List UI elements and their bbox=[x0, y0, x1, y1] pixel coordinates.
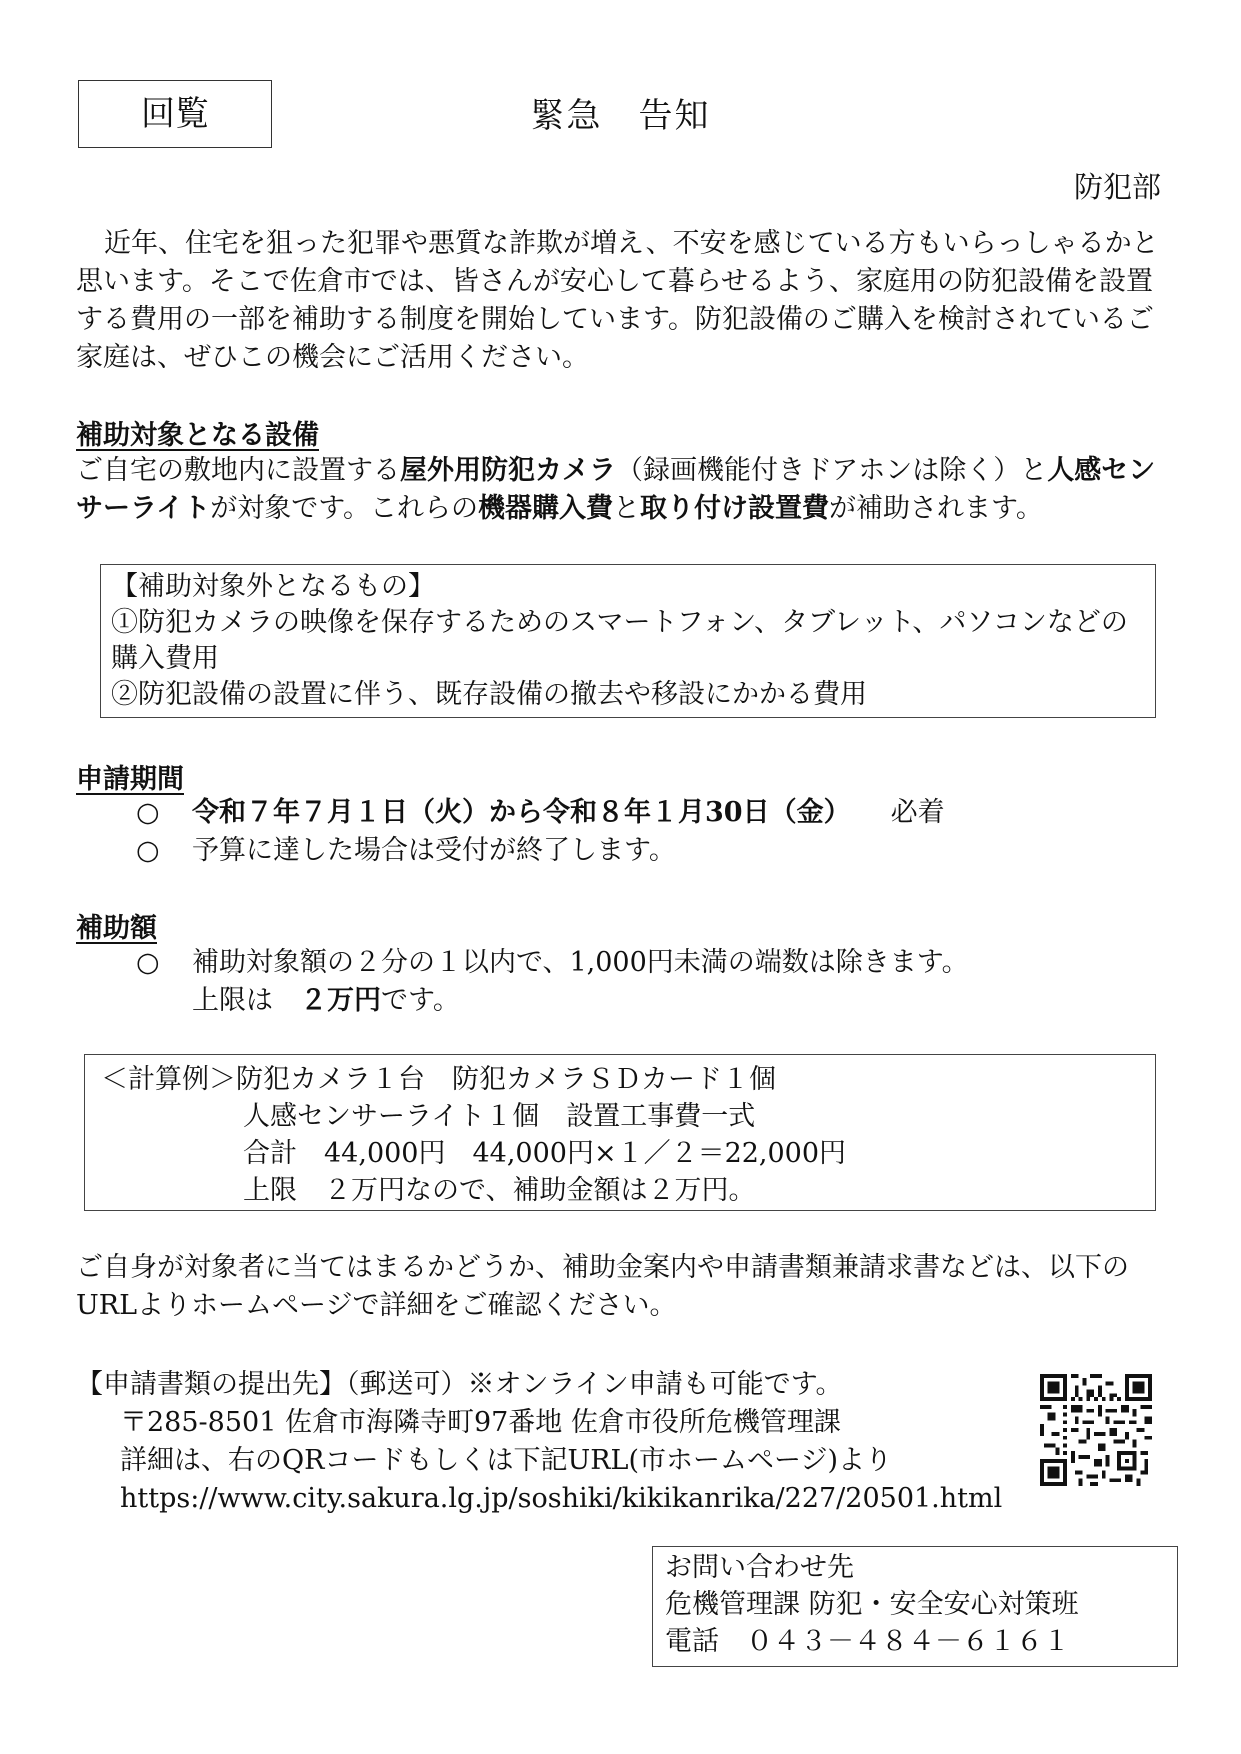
amount-heading: 補助額 bbox=[76, 913, 157, 944]
circulation-label: 回覧 bbox=[78, 80, 272, 148]
calc-line: ＜計算例＞防犯カメラ１台 防犯カメラＳＤカード１個 bbox=[101, 1064, 776, 1095]
submission-address: 〒285-8501 佐倉市海隣寺町97番地 佐倉市役所危機管理課 bbox=[120, 1407, 841, 1438]
excluded-heading: 【補助対象外となるもの】 bbox=[111, 571, 435, 602]
bullet-circle: ○ bbox=[136, 797, 160, 828]
calc-example-box bbox=[84, 1054, 1156, 1211]
equipment-heading: 補助対象となる設備 bbox=[76, 420, 319, 451]
department-name: 防犯部 bbox=[1073, 170, 1161, 204]
bullet-circle: ○ bbox=[136, 947, 160, 978]
period-heading: 申請期間 bbox=[76, 764, 184, 795]
confirm-paragraph: ご自身が対象者に当てはまるかどうか、補助金案内や申請書類兼請求書などは、以下のURLよりホームページで詳細をご確認ください。 bbox=[76, 1252, 1129, 1321]
bullet-circle: ○ bbox=[136, 835, 160, 866]
qr-code-icon[interactable] bbox=[1040, 1374, 1152, 1486]
calc-line: 合計 44,000円 44,000円×１／２＝22,000円 bbox=[243, 1138, 847, 1169]
period-dates: 令和７年７月１日（火）から令和８年１月30日（金） bbox=[192, 797, 851, 828]
calc-line: 上限 ２万円なので、補助金額は２万円。 bbox=[243, 1175, 756, 1206]
excluded-item: ②防犯設備の設置に伴う、既存設備の撤去や移設にかかる費用 bbox=[111, 679, 867, 710]
equipment-paragraph: ご自宅の敷地内に設置する屋外用防犯カメラ（録画機能付きドアホンは除く）と人感センサーライトが対象です。これらの機器購入費と取り付け設置費が補助されます。 bbox=[76, 455, 1156, 524]
calc-line: 人感センサーライト１個 設置工事費一式 bbox=[243, 1101, 756, 1132]
contact-phone: 電話 ０４３－４８４－６１６１ bbox=[665, 1626, 1070, 1657]
submission-details: 詳細は、右のQRコードもしくは下記URL(市ホームページ)より bbox=[120, 1445, 893, 1476]
excluded-item: ①防犯カメラの映像を保存するためのスマートフォン、タブレット、パソコンなどの購入費用 bbox=[111, 607, 1128, 674]
amount-line: 補助対象額の２分の１以内で、1,000円未満の端数は除きます。 bbox=[192, 947, 969, 978]
intro-paragraph: 近年、住宅を狙った犯罪や悪質な詐欺が増え、不安を感じている方もいらっしゃるかと思います。そこで佐倉市では、皆さんが安心して暮らせるよう、家庭用の防犯設備を設置する費用の一部を補助する制度を開始しています。防犯設備のご購入を検討されているご家庭は、ぜひこの機会にご活用ください。 bbox=[76, 228, 1159, 373]
excluded-items-box bbox=[100, 564, 1156, 718]
contact-box bbox=[652, 1546, 1178, 1667]
submission-line: 【申請書類の提出先】（郵送可）※オンライン申請も可能です。 bbox=[76, 1369, 843, 1400]
amount-limit: 上限は ２万円です。 bbox=[192, 985, 460, 1016]
period-arrival: 必着 bbox=[890, 797, 945, 828]
contact-dept: 危機管理課 防犯・安全安心対策班 bbox=[665, 1589, 1079, 1620]
page-title: 緊急 告知 bbox=[530, 96, 711, 136]
contact-title: お問い合わせ先 bbox=[665, 1552, 854, 1583]
period-note: 予算に達した場合は受付が終了します。 bbox=[192, 835, 676, 866]
submission-url[interactable]: https://www.city.sakura.lg.jp/soshiki/kikikanrika/227/20501.html bbox=[120, 1483, 1003, 1514]
